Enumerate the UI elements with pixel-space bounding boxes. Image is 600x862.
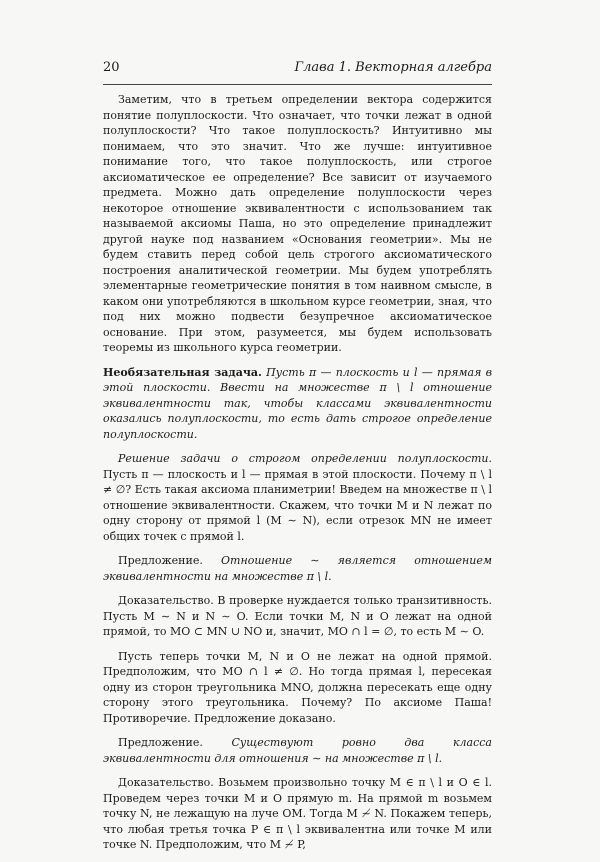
solution-paragraph [103,451,492,544]
proposition-1 [103,553,492,584]
solution-intro: Решение задачи о строгом определении полуплоскости. [118,452,492,465]
prop1-text: Отношение ∼ является отношением эквивалентности на множестве π \ l. [103,554,493,583]
optional-task [103,365,492,443]
running-header [103,60,492,85]
page-body [103,92,492,862]
proof-2: Доказательство. Возьмем произвольно точку M ∈ π \ l и O ∈ l. Проведем через точки M и O прямую m. На прямой m возьмем точку N, не лежащую на луче OM. Тогда M ≁ N. Покажем теперь, что любая третья точка P ∈ π \ l эквивалентна или точке M или точке N. Предположим, что M ≁ P, [103,776,492,851]
prop2-label: Предложение. [118,736,203,749]
task-label: Необязательная задача. [103,365,262,379]
page-number: 20 [103,60,120,75]
proof-1: Доказательство. В проверке нуждается только транзитивность. Пусть M ∼ N и N ∼ O. Если точки M, N и O лежат на одной прямой, то MO ⊂ MN ∪ NO и, значит, MO ∩ l = ∅, то есть M ∼ O. [103,594,492,638]
task-text: Пусть π — плоскость и l — прямая в этой плоскости. Ввести на множестве π \ l отношение эквивалентности так, чтобы классами эквивалентности оказались полуплоскости, то есть дать строгое определение полуплоскости. [103,365,493,441]
prop2-text: Существуют ровно два класса эквивалентности для отношения ∼ на множестве π \ l. [103,736,492,765]
prop1-label: Предложение. [118,554,203,567]
paragraph-intro: Заметим, что в третьем определении вектора содержится понятие полуплоскости. Что означает, что точки лежат в одной полуплоскости? Что такое полуплоскость? Интуитивно мы понимаем, что это значит. Что же лучше: интуитивное понимание того, что такое полуплоскость, или строгое аксиоматическое ее определение? Все зависит от изучаемого предмета. Можно дать определение полуплоскости через некоторое отношение эквивалентности с использованием так называемой аксиомы Паша, но это определение принадлежит другой науке под названием «Основания геометрии». Мы не будем ставить перед собой цель строгого аксиоматического построения аналитической геометрии. Мы будем употреблять элементарные геометрические понятия в том наивном смысле, в каком они употребляются в школьном курсе геометрии, зная, что под них можно подвести безупречное аксиоматическое основание. При этом, разумеется, мы будем использовать теоремы из школьного курса геометрии. [103,93,492,354]
proposition-2 [103,735,492,766]
proof-1-continued: Пусть теперь точки M, N и O не лежат на одной прямой. Предположим, что MO ∩ l ≠ ∅. Но тогда прямая l, пересекая одну из сторон треугольника MNO, должна пересекать еще одну сторону этого треугольника. Почему? По аксиоме Паша! Противоречие. Предложение доказано. [103,649,492,725]
solution-text: Пусть π — плоскость и l — прямая в этой плоскости. Почему π \ l ≠ ∅? Есть такая аксиома планиметрии! Введем на множестве π \ l отношение эквивалентности. Скажем, что точки M и N лежат по одну сторону от прямой l (M ∼ N), если отрезок MN не имеет общих точек с прямой l. [103,467,492,543]
chapter-title: Глава 1. Векторная алгебра [294,60,492,75]
